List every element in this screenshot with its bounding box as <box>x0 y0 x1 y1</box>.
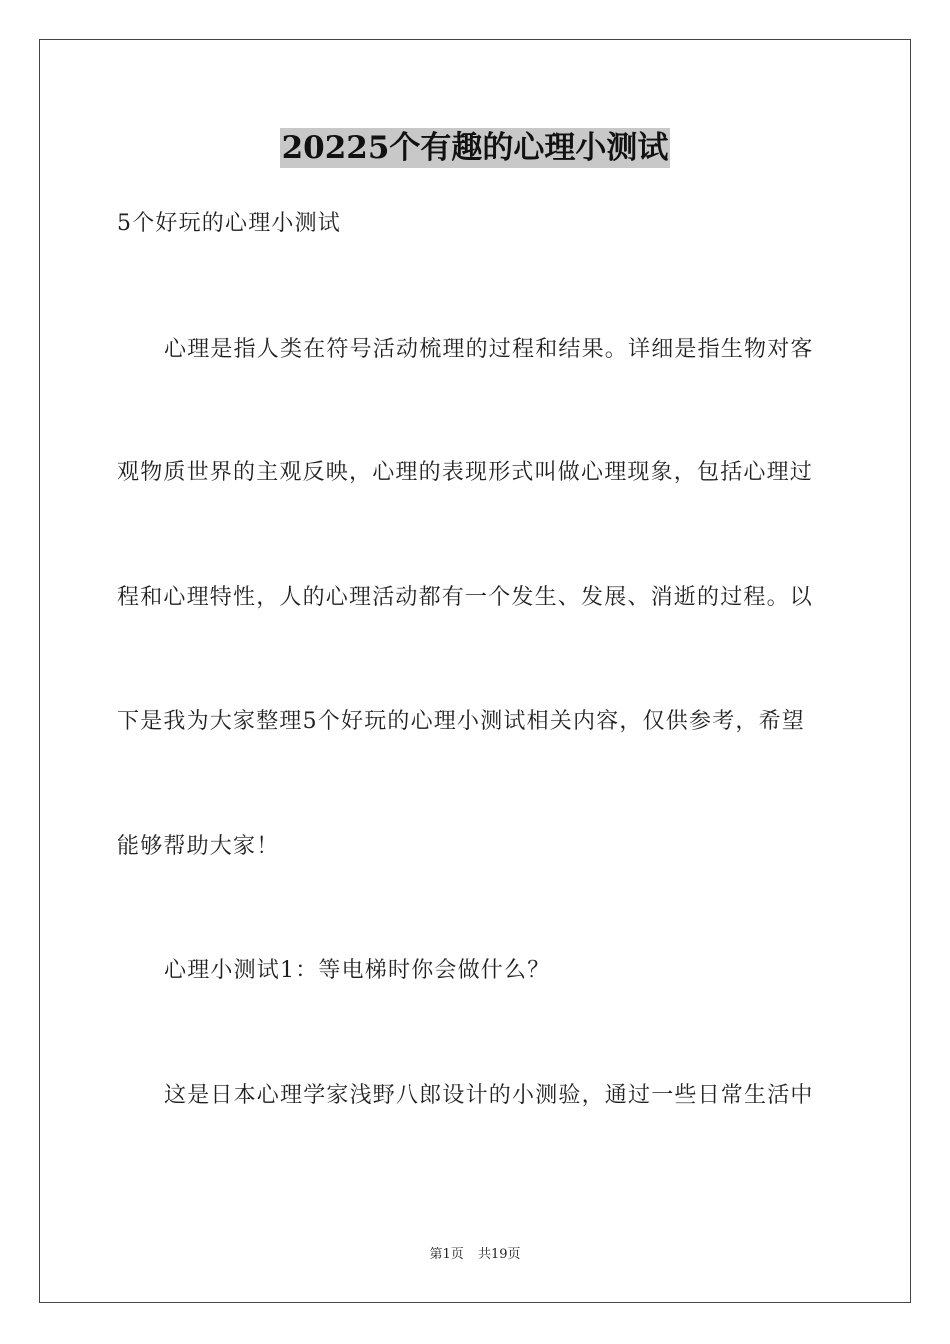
document-subtitle: 5个好玩的心理小测试 <box>117 211 341 236</box>
page-total: 共19页 <box>477 1247 521 1262</box>
paragraph-line-5: 能够帮助大家！ <box>117 834 280 859</box>
paragraph-line-2: 观物质世界的主观反映，心理的表现形式叫做心理现象，包括心理过 <box>117 460 814 485</box>
paragraph-line-1: 心理是指人类在符号活动梳理的过程和结果。详细是指生物对客 <box>164 337 814 362</box>
page-footer <box>0 1246 950 1264</box>
paragraph-line-3: 程和心理特性，人的心理活动都有一个发生、发展、消逝的过程。以 <box>117 585 814 610</box>
test1-heading: 心理小测试1：等电梯时你会做什么？ <box>164 958 551 983</box>
document-title: 20225个有趣的心理小测试 <box>281 130 669 166</box>
paragraph-line-4: 下是我为大家整理5个好玩的心理小测试相关内容，仅供参考，希望 <box>117 709 805 734</box>
test1-intro-line: 这是日本心理学家浅野八郎设计的小测验，通过一些日常生活中 <box>164 1083 814 1108</box>
page-number: 第1页 <box>429 1247 464 1262</box>
title-container <box>0 128 950 168</box>
